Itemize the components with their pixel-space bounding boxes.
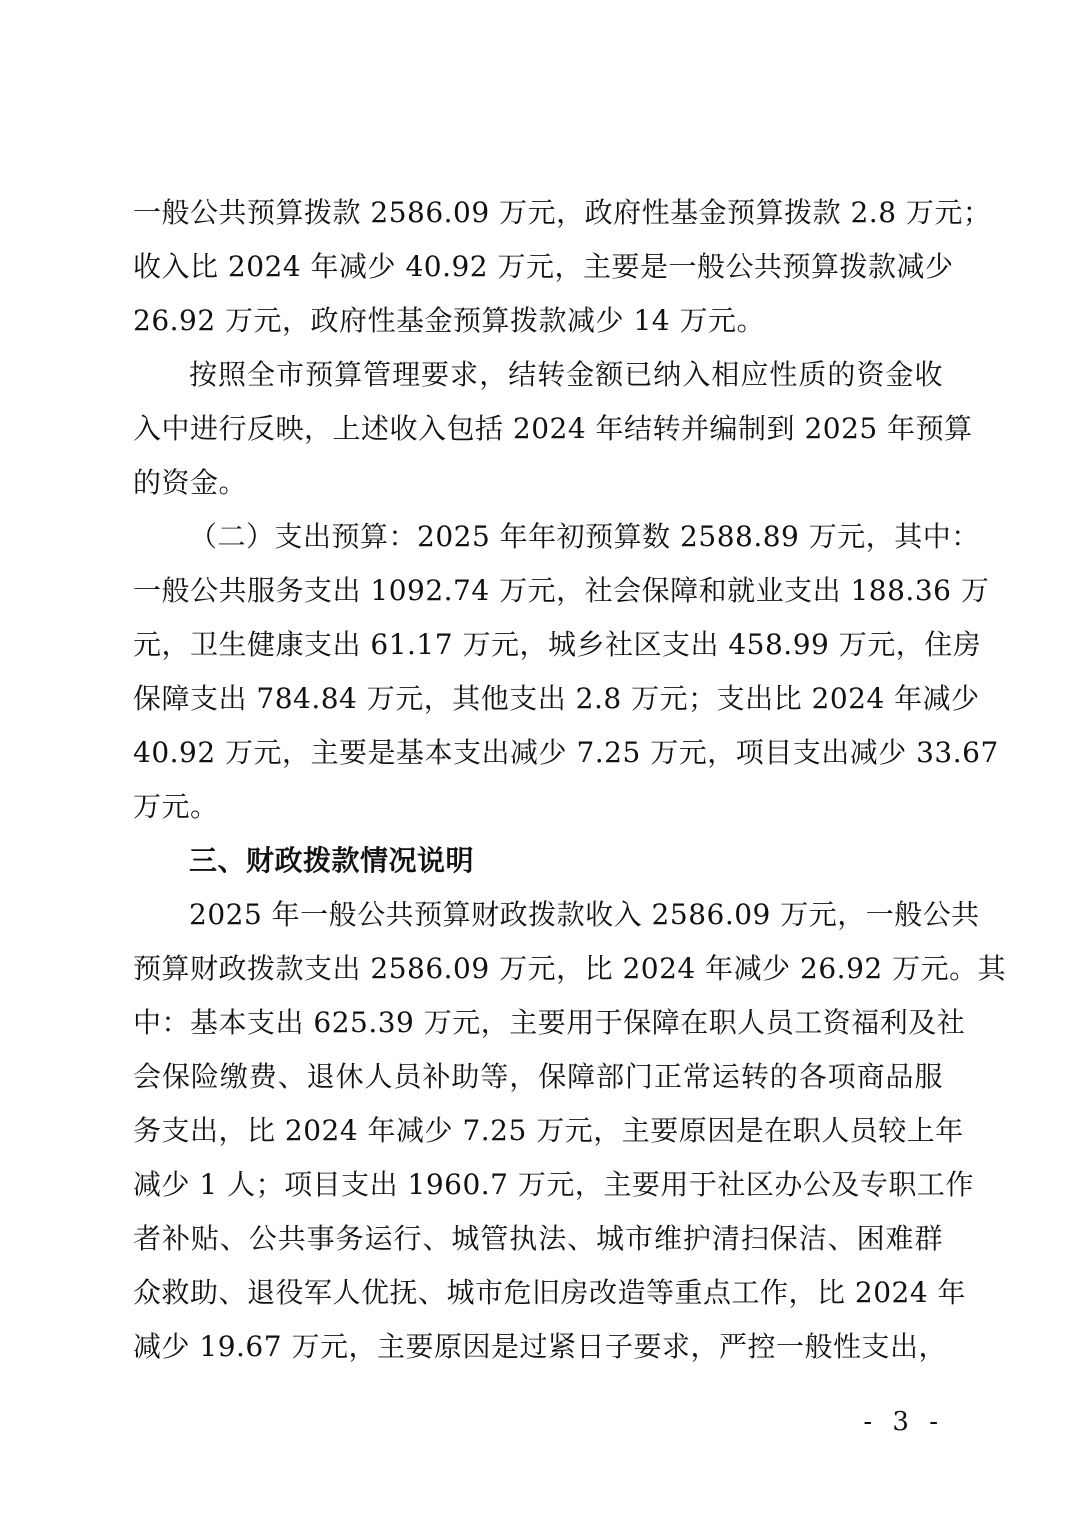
text-line: 者补贴、公共事务运行、城管执法、城市维护清扫保洁、困难群 [133, 1222, 943, 1255]
text-line: 26.92 万元，政府性基金预算拨款减少 14 万元。 [133, 304, 765, 337]
text-line: 万元。 [133, 790, 219, 823]
text-line: 一般公共服务支出 1092.74 万元，社会保障和就业支出 188.36 万 [133, 574, 990, 607]
text-line: 40.92 万元，主要是基本支出减少 7.25 万元，项目支出减少 33.67 [133, 736, 999, 769]
text-line: 的资金。 [133, 466, 248, 499]
paragraph-expenditure-budget [133, 510, 999, 834]
text-line: 减少 1 人；项目支出 1960.7 万元，主要用于社区办公及专职工作 [133, 1168, 974, 1201]
page-number: - 3 - [863, 1407, 944, 1437]
text-line: 中：基本支出 625.39 万元，主要用于保障在职人员工资福利及社 [133, 1006, 966, 1039]
text-line: 2025 年一般公共预算财政拨款收入 2586.09 万元，一般公共 [189, 898, 980, 931]
section-heading: 三、财政拨款情况说明 [189, 844, 475, 877]
text-line: 预算财政拨款支出 2586.09 万元，比 2024 年减少 26.92 万元。其 [133, 952, 1007, 985]
text-line: 按照全市预算管理要求，结转金额已纳入相应性质的资金收 [189, 358, 943, 391]
text-line: 一般公共预算拨款 2586.09 万元，政府性基金预算拨款 2.8 万元； [133, 196, 992, 229]
paragraph-income-detail [133, 186, 992, 348]
text-line: 保障支出 784.84 万元，其他支出 2.8 万元；支出比 2024 年减少 [133, 682, 980, 715]
text-line: 入中进行反映，上述收入包括 2024 年结转并编制到 2025 年预算 [133, 412, 973, 445]
paragraph-carryover-note [133, 348, 973, 510]
text-line: 众救助、退役军人优抚、城市危旧房改造等重点工作，比 2024 年 [133, 1276, 967, 1309]
paragraph-fiscal-appropriation [133, 888, 1007, 1374]
text-line: 减少 19.67 万元，主要原因是过紧日子要求，严控一般性支出， [133, 1330, 947, 1363]
document-body [133, 186, 1007, 1374]
text-line: 务支出，比 2024 年减少 7.25 万元，主要原因是在职人员较上年 [133, 1114, 964, 1147]
text-line: 会保险缴费、退休人员补助等，保障部门正常运转的各项商品服 [133, 1060, 943, 1093]
text-line: （二）支出预算：2025 年年初预算数 2588.89 万元，其中： [189, 520, 980, 553]
text-line: 收入比 2024 年减少 40.92 万元，主要是一般公共预算拨款减少 [133, 250, 954, 283]
text-line: 元，卫生健康支出 61.17 万元，城乡社区支出 458.99 万元，住房 [133, 628, 982, 661]
